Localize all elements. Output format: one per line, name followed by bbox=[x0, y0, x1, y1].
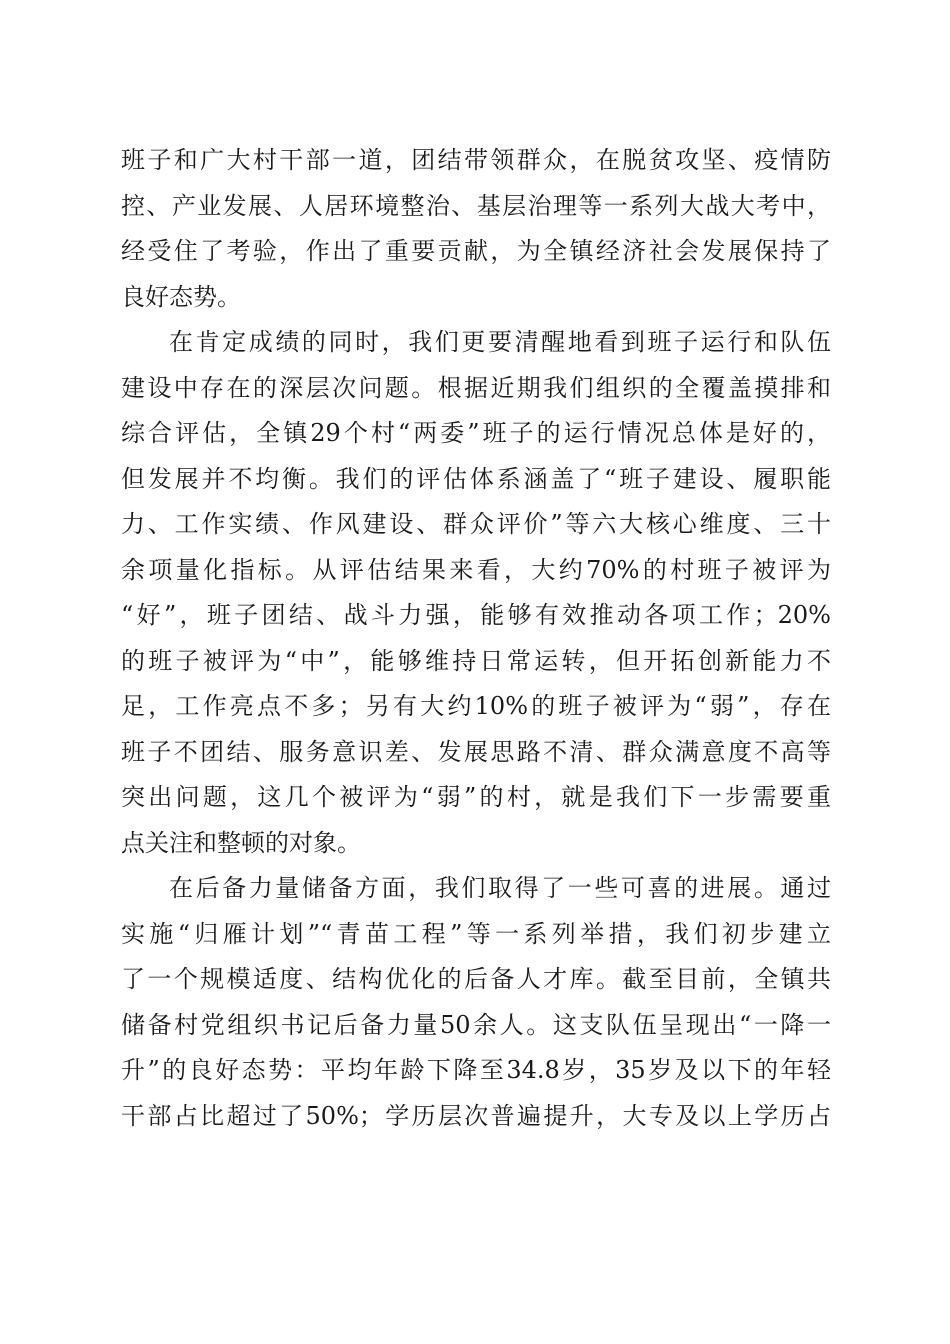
text-line: 的班子被评为“中”，能够维持日常运转，但开拓创新能力不 bbox=[121, 646, 831, 675]
text-line: 实施“归雁计划”“青苗工程”等一系列举措，我们初步建立 bbox=[121, 919, 831, 948]
text-line: 足，工作亮点不多；另有大约10%的班子被评为“弱”，存在 bbox=[121, 692, 831, 720]
body-text bbox=[121, 138, 831, 1139]
text-line: 余项量化指标。从评估结果来看，大约70%的村班子被评为 bbox=[121, 555, 831, 584]
text-line: 良好态势。 bbox=[121, 282, 241, 311]
text-line: 经受住了考验，作出了重要贡献，为全镇经济社会发展保持了 bbox=[121, 237, 831, 265]
text-line: 在后备力量储备方面，我们取得了一些可喜的进展。通过 bbox=[169, 874, 831, 902]
text-line: “好”，班子团结、战斗力强，能够有效推动各项工作；20% bbox=[121, 601, 831, 629]
text-line: 干部占比超过了50%；学历层次普遍提升，大专及以上学历占 bbox=[121, 1101, 831, 1130]
text-line: 控、产业发展、人居环境整治、基层治理等一系列大战大考中， bbox=[121, 191, 831, 220]
text-line: 了一个规模适度、结构优化的后备人才库。截至目前，全镇共 bbox=[121, 965, 831, 993]
text-line: 点关注和整顿的对象。 bbox=[121, 828, 361, 857]
text-line: 升”的良好态势：平均年龄下降至34.8岁，35岁及以下的年轻 bbox=[121, 1056, 831, 1084]
text-line: 班子和广大村干部一道，团结带领群众，在脱贫攻坚、疫情防 bbox=[121, 146, 831, 174]
text-line: 突出问题，这几个被评为“弱”的村，就是我们下一步需要重 bbox=[121, 783, 831, 811]
text-line: 综合评估，全镇29个村“两委”班子的运行情况总体是好的， bbox=[121, 419, 831, 447]
text-line: 力、工作实绩、作风建设、群众评价”等六大核心维度、三十 bbox=[121, 510, 831, 538]
text-line: 建设中存在的深层次问题。根据近期我们组织的全覆盖摸排和 bbox=[121, 373, 831, 402]
text-line: 班子不团结、服务意识差、发展思路不清、群众满意度不高等 bbox=[121, 737, 831, 766]
text-line: 储备村党组织书记后备力量50余人。这支队伍呈现出“一降一 bbox=[121, 1010, 831, 1039]
text-line: 但发展并不均衡。我们的评估体系涵盖了“班子建设、履职能 bbox=[121, 464, 831, 493]
text-line: 在肯定成绩的同时，我们更要清醒地看到班子运行和队伍 bbox=[169, 328, 831, 356]
